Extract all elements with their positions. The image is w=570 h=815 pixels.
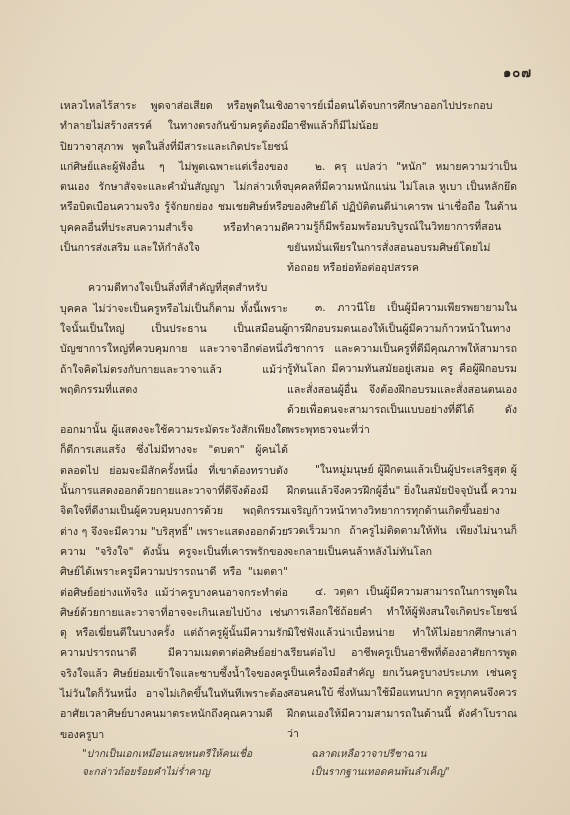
verse-line: "ปากเป็นเอกเหมือนเลขหนตรีให้คนเชื่อ	[82, 749, 253, 760]
right-column	[287, 96, 517, 744]
paragraph: อาจารย์เมื่อตนได้จบการศึกษาออกไปประกอบอาชีพแล้วก็มีไม่น้อย	[287, 100, 493, 133]
paragraph: ๔. วตฺตา เป็นผู้มีความสามารถในการพูดในการเลือกใช้ถ้อยคำ ทำให้ผู้ฟังสนใจเกิดประโยชน์มิใช่ฟังแล้วน่าเบื่อหน่าย ทำให้ไม่อยากศึกษาเล่าเรียนต่อไป อาชีพครูเป็นอาชีพที่ต้องอาศัยการพูดเป็นเครื่องมือสำคัญ ยกเว้นครูบางประเภท เช่นครูสอนคนใบ้ ซึ่งหันมาใช้มือแทนปาก ครูทุกคนจึงควรฝึกตนเองให้มีความสามารถในด้านนี้ ดังคำโบราณว่า	[287, 585, 517, 741]
left-column	[60, 96, 288, 745]
paragraph: ความดีทางใจเป็นสิ่งที่สำคัญที่สุดสำหรับบุคคล ไม่ว่าจะเป็นครูหรือไม่เป็นก็ตาม ทั้งนี้เพราะใจนั้นเป็นใหญ่ เป็นประธาน เป็นเสมือนผู้บัญชาการใหญ่ที่ควบคุมกาย และวาจาอีกต่อหนึ่ง ถ้าใจคิดไม่ตรงกับกายและวาจาแล้ว แม้ว่าพฤติกรรมที่แสดง	[60, 282, 288, 396]
verse-line: ฉลาดเหลือวาจาปรีชาฉาน	[311, 749, 427, 760]
verse-left	[60, 746, 290, 782]
verse-line: เป็นรากฐานเทอดคนพ้นลำเค็ญ"	[311, 767, 450, 778]
paragraph: ออกมานั้น ผู้แสดงจะใช้ความระมัดระวังสักเพียงใดก็ดีการเสแสร้ง ซึ่งไม่มีทางจะ "ตบตา" ผู้คนได้ตลอดไป ย่อมจะมีสักครั้งหนึ่ง ที่เขาต้องทราบดังนั้นการแสดงออกด้วยกายและวาจาที่ดีจึงต้องมีจิตใจที่ดีงามเป็นผู้ควบคุมบงการด้วย พฤติกรรมต่าง ๆ จึงจะมีความ "บริสุทธิ์" เพราะแสดงออกด้วยความ "จริงใจ" ดังนั้น ครูจะเป็นที่เคารพรักของศิษย์ได้เพราะครูมีความปรารถนาดี หรือ "เมตตา" ต่อศิษย์อย่างแท้จริง แม้ว่าครูบางคนอาจกระทำต่อศิษย์ด้วยกายและวาจาที่อาจจะเกินเลยไปบ้าง เช่นดุ หรือเฆี่ยนตีในบางครั้ง แต่ถ้าครูผู้นั้นมีความรักความปรารถนาดี มีความเมตตาต่อศิษย์อย่างจริงใจแล้ว ศิษย์ย่อมเข้าใจและซาบซึ้งน้ำใจของครูไม่วันใดก็วันหนึ่ง อาจไม่เกิดขึ้นในทันทีเพราะต้องอาศัยเวลาศิษย์บางคนมาตระหนักถึงคุณความดีของครูบา	[60, 424, 288, 741]
paragraph: ๒. ครุ แปลว่า "หนัก" หมายความว่าเป็นบุคคลที่มีความหนักแน่น ไม่โลเล หูเบา เป็นหลักยึดของศิษย์ได้ ปฏิบัติตนดีน่าเคารพ น่าเชื่อถือ ในด้านความรู้ก็มีพร้อมพร้อมบริบูรณ์ในวิทยาการที่สอนขยันหมั่นเพียรในการสั่งสอนอบรมศิษย์โดยไม่ท้อถอย หรือย่อท้อต่ออุปสรรค	[287, 160, 517, 275]
verse-line: จะกล่าวถ้อยร้อยคำไม่ร่ำคาญ	[82, 767, 210, 778]
page-number: ๑๐๗	[503, 66, 532, 81]
paragraph: ๓. ภาวนีโย เป็นผู้มีความเพียรพยายามในการฝึกอบรมตนเองให้เป็นผู้มีความก้าวหน้าในทางวิชาการ และความเป็นครูที่ดีมีคุณภาพให้สามารถรู้ทันโลก มีความทันสมัยอยู่เสมอ ครู คือผู้ฝึกอบรมและสั่งสอนผู้อื่น จึงต้องฝึกอบรมและสั่งสอนตนเองด้วยเพื่อตนจะสามารถเป็นแบบอย่างที่ดีได้ ดังพระพุทธวจนะที่ว่า	[287, 302, 517, 437]
paragraph: เหลวไหลไร้สาระ พูดจาส่อเสียด หรือพูดในเชิงทำลายไม่สร้างสรรค์ ในทางตรงกันข้ามครูต้องมีปิยวาจาสุภาพ พูดในสิ่งที่มีสาระและเกิดประโยชน์แก่ศิษย์และผู้ฟังอื่น ๆ ไม่พูดเฉพาะแต่เรื่องของตนเอง รักษาสัจจะและคำมั่นสัญญา ไม่กล่าวเท็จหรือบิดเบือนความจริง รู้จักยกย่อง ชมเชยศิษย์หรือบุคคลอื่นที่ประสบความสำเร็จ หรือทำความดีเป็นการส่งเสริม และให้กำลังใจ	[60, 100, 288, 255]
verse-right	[287, 746, 517, 782]
paragraph: "ในหมู่มนุษย์ ผู้ฝึกตนแล้วเป็นผู้ประเสริฐสุด ผู้ฝึกตนแล้วจึงควรฝึกผู้อื่น" ยิ่งในสมัยปัจจุบันนี้ ความเจริญก้าวหน้าทางวิทยาการทุกด้านเกิดขึ้นอย่างรวดเร็วมาก ถ้าครูไม่ติดตามให้ทัน เพียงไม่นานก็จะกลายเป็นคนล้าหลังไม่ทันโลก	[287, 464, 517, 558]
